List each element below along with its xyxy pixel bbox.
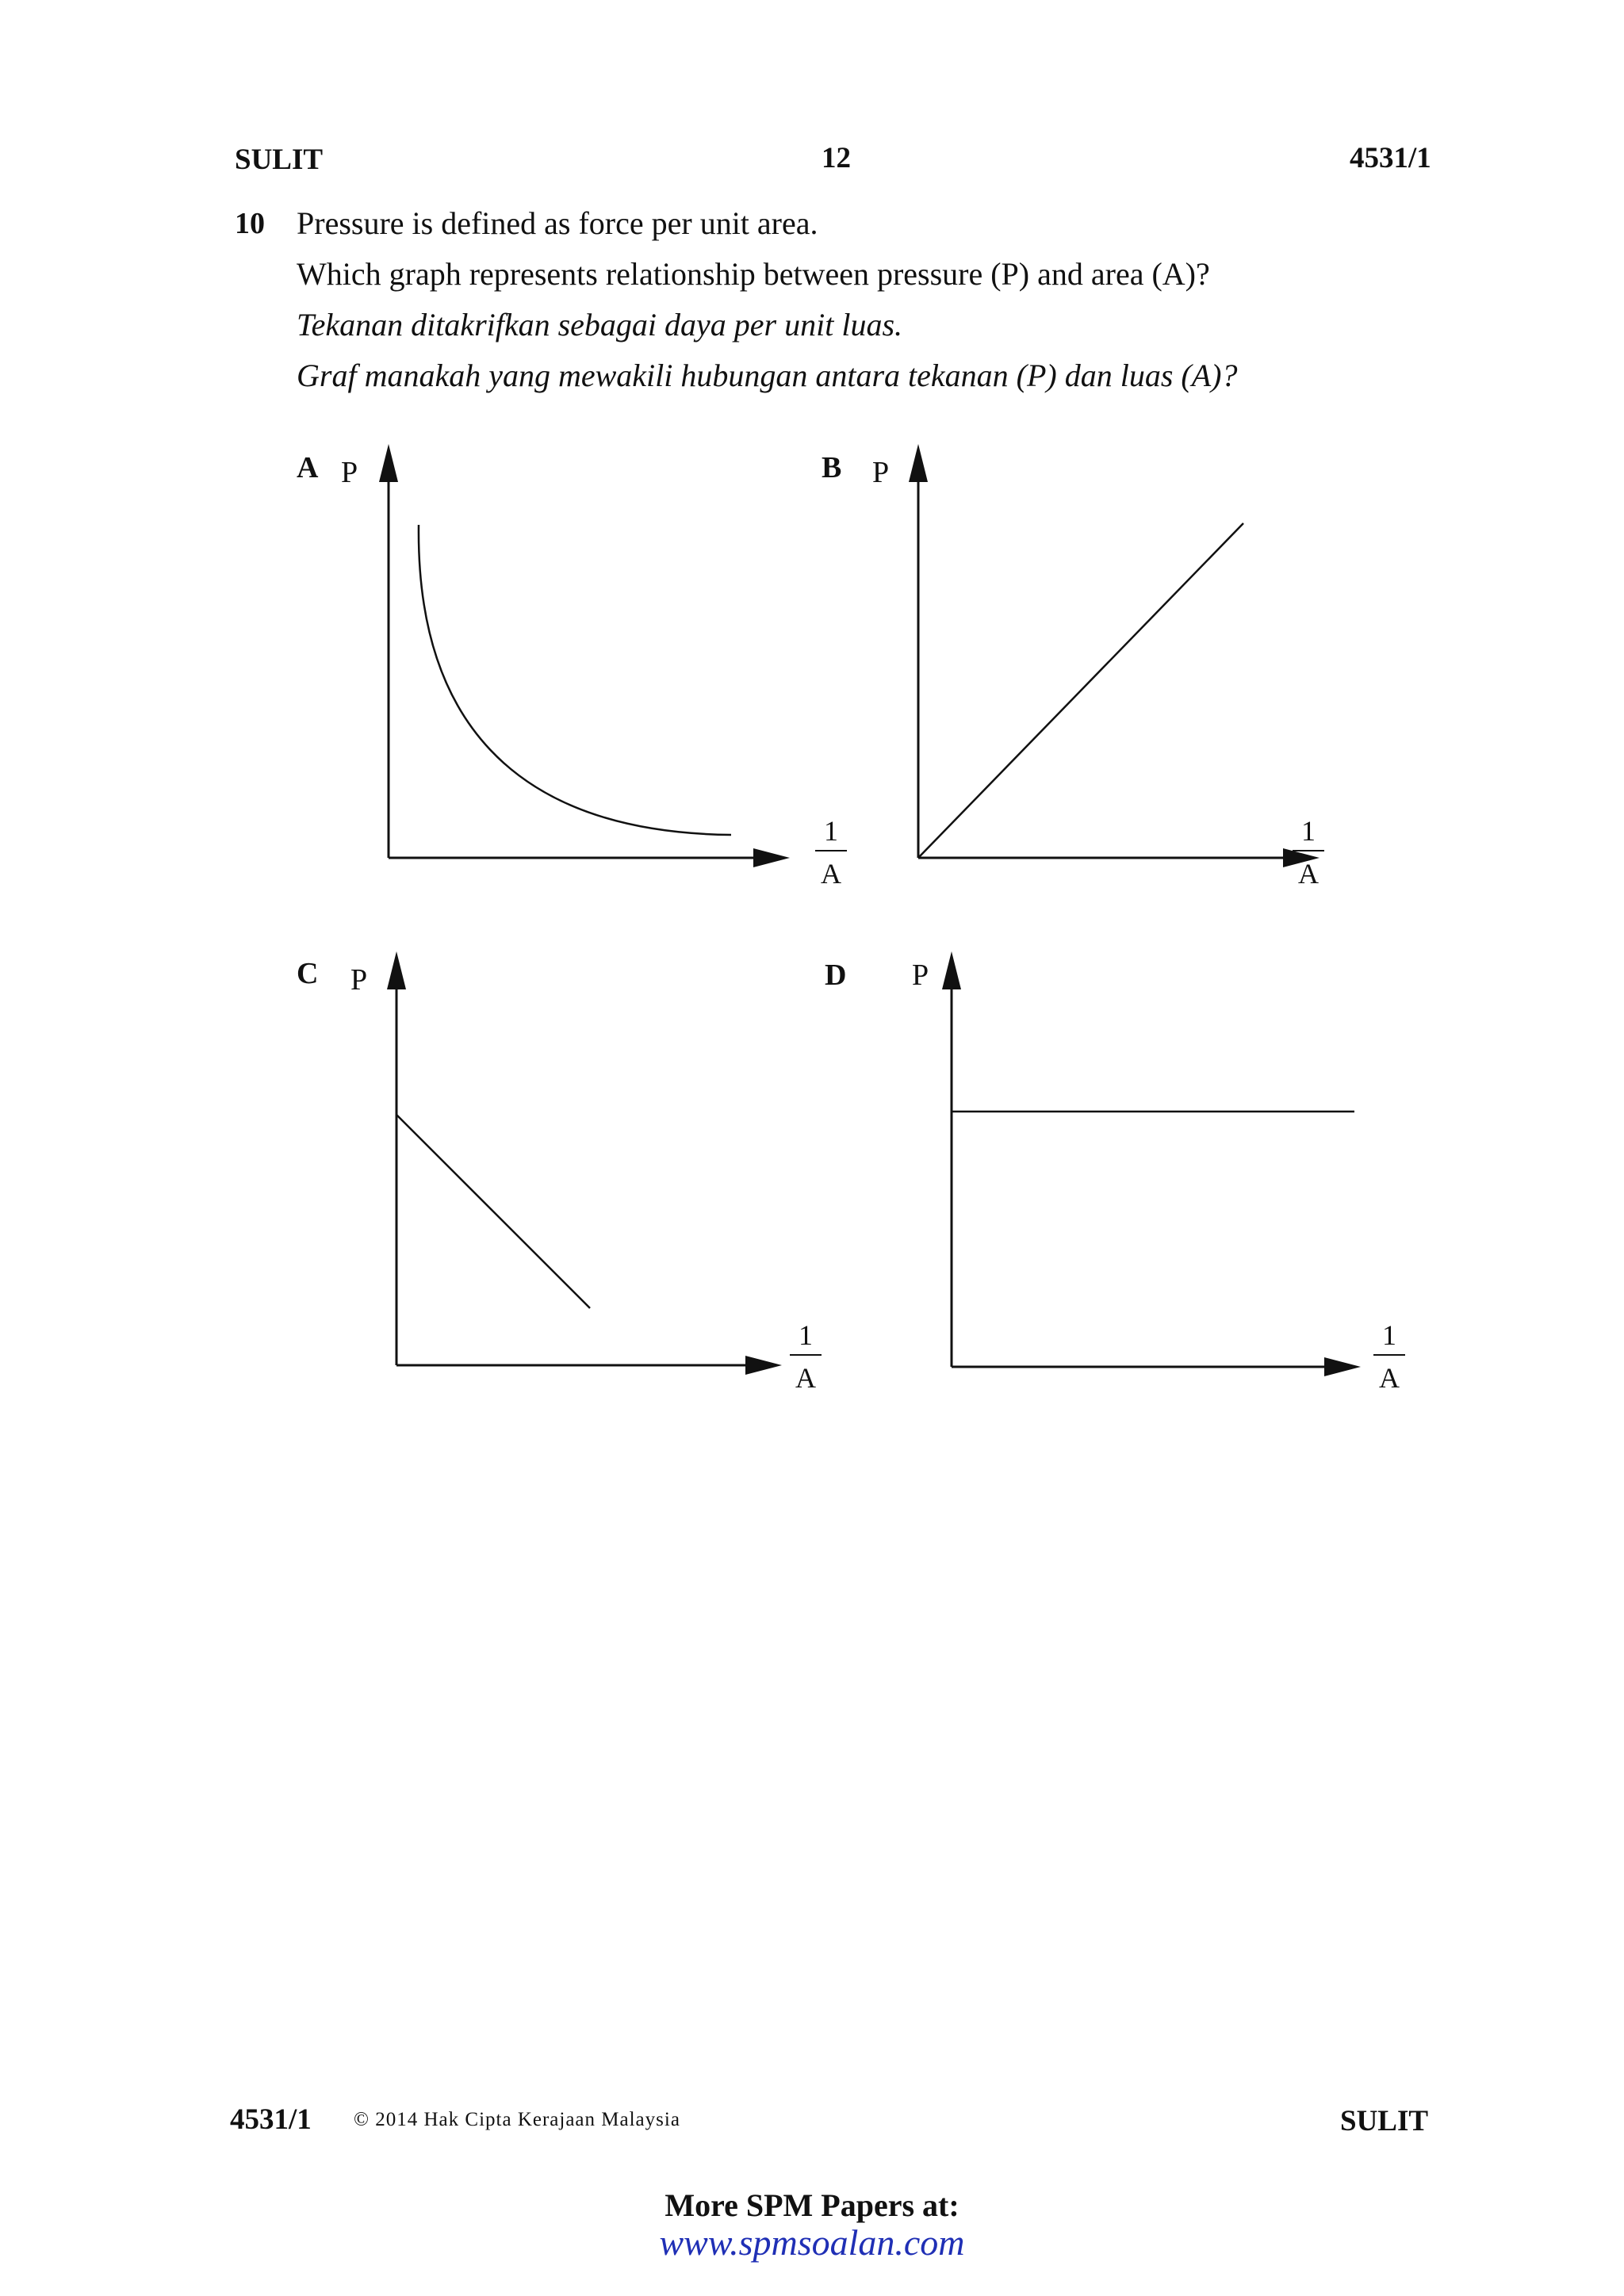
graph-c-line [396, 1115, 590, 1308]
paper-code: 4531/1 [1350, 142, 1431, 174]
option-d-x-label [1372, 1321, 1407, 1392]
graph-a-x-arrow [753, 848, 790, 867]
option-c-x-den: A [795, 1362, 816, 1394]
question-line-2: Which graph represents relationship between pressure (P) and area (A)? [297, 256, 1210, 292]
option-c-x-num: 1 [799, 1319, 813, 1351]
footer-copyright [354, 2109, 680, 2131]
graph-a [349, 444, 793, 872]
option-c-y-label: P [350, 963, 368, 997]
graph-d-x-arrow [1324, 1357, 1361, 1376]
question-line-4: Graf manakah yang mewakili hubungan antara tekanan (P) dan luas (A)? [297, 358, 1238, 393]
option-b-x-den: A [1298, 858, 1319, 890]
footer-paper-code: 4531/1 [230, 2103, 312, 2136]
option-a-x-label [814, 817, 848, 888]
question-line-1: Pressure is defined as force per unit area. [297, 205, 818, 241]
option-a-x-den: A [821, 858, 841, 890]
option-c-label: C [297, 957, 319, 990]
option-a-x-num: 1 [824, 815, 838, 847]
copyright-text: 2014 Hak Cipta Kerajaan Malaysia [375, 2109, 680, 2130]
graph-c [357, 951, 801, 1380]
option-a-label: A [297, 451, 319, 484]
graph-b [879, 444, 1323, 872]
option-d-label: D [825, 959, 847, 992]
question-number: 10 [235, 207, 265, 240]
graph-c-x-arrow [745, 1356, 782, 1375]
footer-sulit: SULIT [1340, 2105, 1429, 2137]
option-b-x-num: 1 [1301, 815, 1316, 847]
page-number: 12 [822, 142, 851, 174]
option-d-y-label: P [912, 959, 929, 992]
option-b-y-label: P [872, 456, 890, 489]
option-b-label: B [822, 451, 842, 484]
header-sulit: SULIT [235, 144, 324, 176]
option-b-x-label [1291, 817, 1326, 888]
graph-d [912, 951, 1372, 1380]
source-url-link[interactable]: www.spmsoalan.com [659, 2222, 965, 2263]
copyright-symbol: © [354, 2109, 370, 2130]
graph-b-line [918, 523, 1243, 858]
option-d-x-num: 1 [1382, 1319, 1396, 1351]
option-a-y-label: P [341, 456, 358, 489]
question-line-3: Tekanan ditakrifkan sebagai daya per unit luas. [297, 307, 903, 342]
more-papers-label: More SPM Papers at: [665, 2187, 959, 2223]
option-c-x-label [788, 1321, 823, 1392]
option-d-x-den: A [1379, 1362, 1400, 1394]
graph-a-curve [419, 525, 731, 835]
